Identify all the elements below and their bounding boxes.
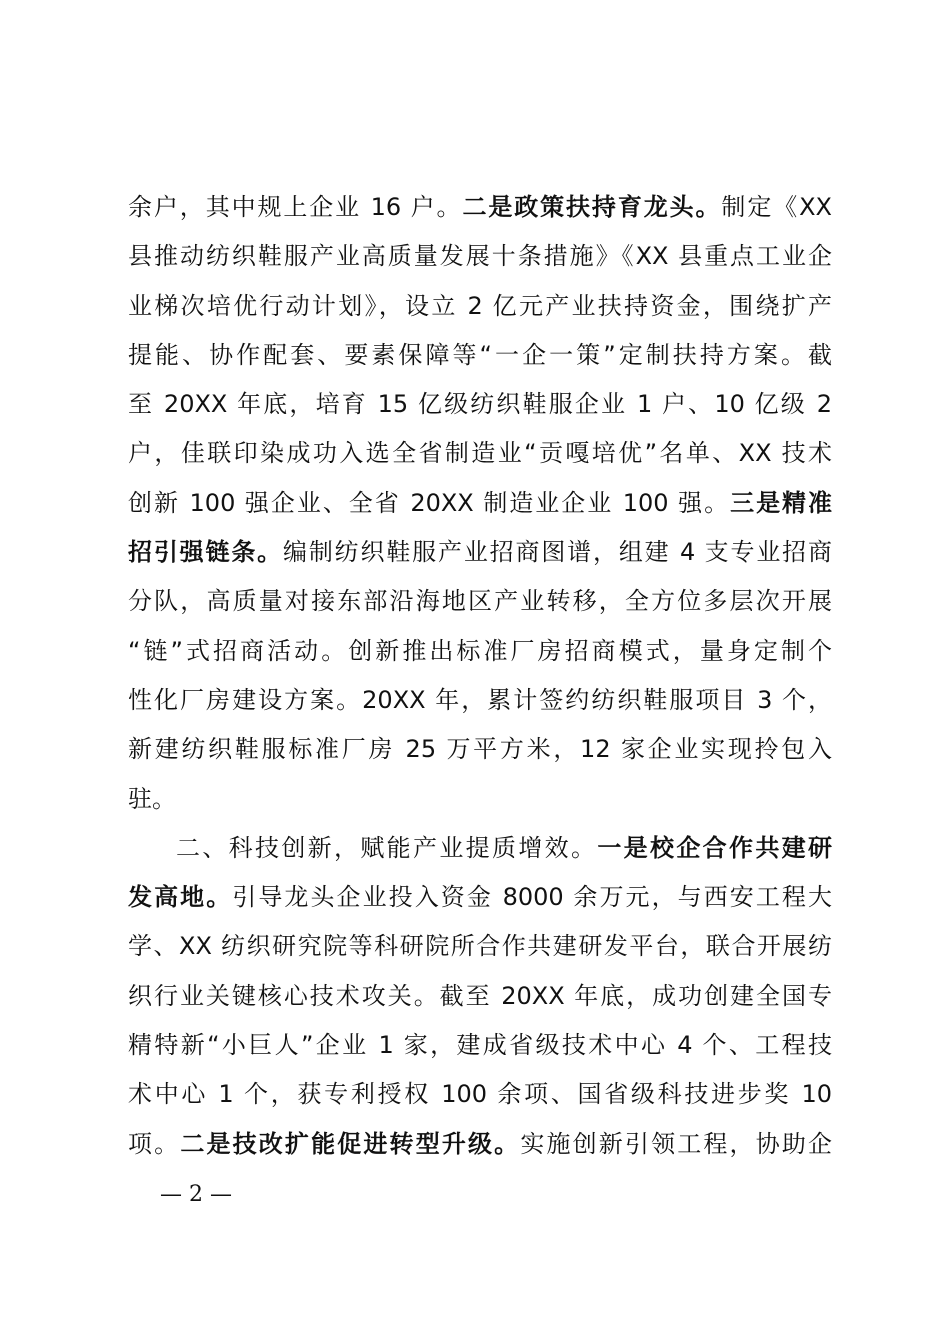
text-segment: 业梯次培优行动计划》，设立 2 亿元产业扶持资金，围绕扩产 xyxy=(128,291,832,320)
page-number: — 2 — xyxy=(160,1182,232,1207)
text-line xyxy=(128,331,832,380)
text-segment: 新建纺织鞋服标准厂房 25 万平方米，12 家企业实现拎包入 xyxy=(128,735,832,764)
bold-text-segment: 二是技改扩能促进转型升级。 xyxy=(180,1129,521,1158)
text-segment: 织行业关键核心技术攻关。截至 20XX 年底，成功创建全国专 xyxy=(128,981,832,1010)
text-segment: 术中心 1 个，获专利授权 100 余项、国省级科技进步奖 10 xyxy=(128,1080,832,1109)
bold-text-segment: 发高地。 xyxy=(128,883,233,912)
text-segment: 项。 xyxy=(128,1129,181,1158)
text-segment: 户，佳联印染成功入选全省制造业“贡嘎培优”名单、XX 技术 xyxy=(128,439,832,468)
text-segment: 制定《XX xyxy=(721,193,832,221)
text-line xyxy=(128,183,832,232)
text-line xyxy=(128,824,832,873)
text-line xyxy=(128,528,832,577)
text-line xyxy=(128,380,832,429)
text-segment: 精特新“小巨人”企业 1 家，建成省级技术中心 4 个、工程技 xyxy=(128,1031,832,1060)
text-line xyxy=(128,725,832,774)
bold-text-segment: 招引强链条。 xyxy=(128,538,283,567)
text-segment: 驻。 xyxy=(128,784,176,813)
text-line xyxy=(128,676,832,725)
text-line xyxy=(128,627,832,676)
text-segment: 至 20XX 年底，培育 15 亿级纺织鞋服企业 1 户、10 亿级 2 xyxy=(128,390,832,419)
text-segment: 分队，高质量对接东部沿海地区产业转移，全方位多层次开展 xyxy=(128,587,832,616)
bold-text-segment: 三是精准 xyxy=(730,488,833,517)
text-segment: 学、XX 纺织研究院等科研院所合作共建研发平台，联合开展纺 xyxy=(128,932,832,961)
text-line xyxy=(128,577,832,626)
bold-text-segment: 二是政策扶持育龙头。 xyxy=(462,193,722,221)
text-line xyxy=(128,479,832,528)
text-segment: 性化厂房建设方案。20XX 年，累计签约纺织鞋服项目 3 个， xyxy=(128,685,832,714)
text-line xyxy=(128,775,832,824)
bold-text-segment: 一是校企合作共建研 xyxy=(597,833,833,862)
text-segment: 余户，其中规上企业 16 户。 xyxy=(128,193,463,221)
text-segment: 编制纺织鞋服产业招商图谱，组建 4 支专业招商 xyxy=(283,538,833,567)
text-line xyxy=(128,1021,832,1070)
text-segment: 县推动纺织鞋服产业高质量发展十条措施》《XX 县重点工业企 xyxy=(128,242,832,271)
text-line xyxy=(128,873,832,922)
text-line xyxy=(128,282,832,331)
text-segment: 实施创新引领工程，协助企 xyxy=(520,1129,833,1158)
text-line xyxy=(128,429,832,478)
body-text xyxy=(128,183,832,1169)
text-segment: 创新 100 强企业、全省 20XX 制造业企业 100 强。 xyxy=(128,488,731,517)
text-line xyxy=(128,972,832,1021)
text-line xyxy=(128,232,832,281)
text-line xyxy=(128,922,832,971)
text-segment: “链”式招商活动。创新推出标准厂房招商模式，量身定制个 xyxy=(128,636,832,665)
text-line xyxy=(128,1120,832,1169)
text-segment: 提能、协作配套、要素保障等“一企一策”定制扶持方案。截 xyxy=(128,340,832,369)
text-segment: 引导龙头企业投入资金 8000 余万元，与西安工程大 xyxy=(232,883,832,912)
text-line xyxy=(128,1070,832,1119)
text-segment: 二、科技创新，赋能产业提质增效。 xyxy=(176,833,598,862)
